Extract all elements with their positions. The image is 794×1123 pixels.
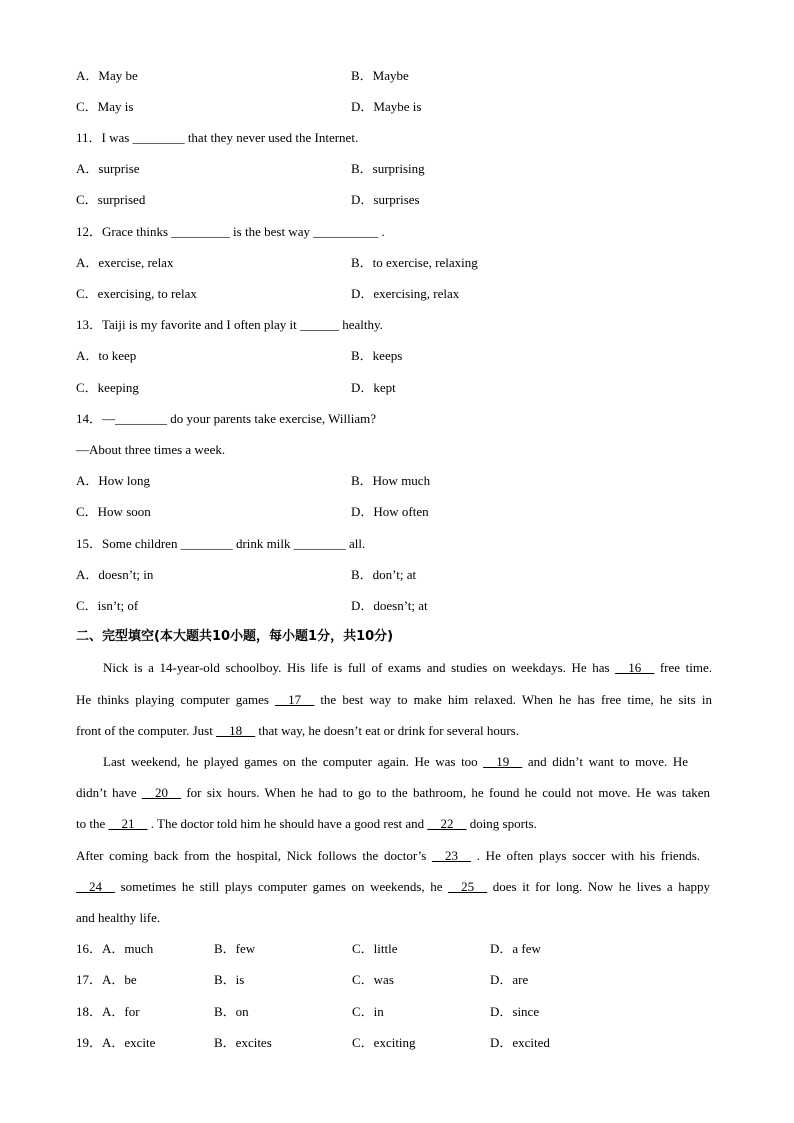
q19-option-b: B．excites (214, 1035, 272, 1050)
q11-option-b: B．surprising (351, 161, 425, 176)
blank-21: __21__ (108, 816, 148, 831)
passage-line-6 (76, 815, 712, 833)
q17-options-row (76, 971, 756, 989)
q19-option-a: 19．A．excite (76, 1035, 156, 1050)
blank-16: __16__ (615, 660, 655, 675)
q13-option-c: C．keeping (76, 380, 139, 395)
q12-options-row-2 (76, 285, 756, 303)
q18-option-d: D．since (490, 1004, 540, 1019)
passage-text: didn’t have (76, 785, 143, 800)
passage-line-2 (76, 691, 712, 709)
q14-option-c: C．How soon (76, 504, 151, 519)
q11-stem: 11．I was ________ that they never used the Internet. (76, 130, 359, 145)
passage-line-7 (76, 847, 700, 865)
q13-option-b: B．keeps (351, 348, 403, 363)
q10-option-a: A．May be (76, 68, 138, 83)
q14-options-row-1 (76, 472, 756, 490)
q13-options-row-2 (76, 379, 756, 397)
passage-line-9: and healthy life. (76, 910, 161, 925)
passage-text: does it for long. Now he lives a happy (487, 879, 710, 894)
passage-text: . He often plays soccer with his friends. (471, 848, 701, 863)
q13-option-d: D．kept (351, 380, 396, 395)
passage-text: to the (76, 816, 109, 831)
passage-line-4 (103, 753, 688, 771)
q15-options-row-2 (76, 597, 756, 615)
passage-text: He thinks playing computer games (76, 692, 276, 707)
blank-20: __20__ (142, 785, 182, 800)
section-2-heading: 二、完型填空(本大题共10小题，每小题1分，共10分) (76, 629, 394, 644)
blank-23: __23__ (432, 848, 472, 863)
passage-line-8 (76, 878, 710, 896)
passage-text: doing sports. (466, 816, 537, 831)
q18-options-row (76, 1003, 756, 1021)
q17-option-b: B．is (214, 972, 245, 987)
passage-line-5 (76, 784, 710, 802)
q14-stem: 14．—________ do your parents take exercise, William? (76, 411, 376, 426)
q11-option-d: D．surprises (351, 192, 420, 207)
q16-options-row (76, 940, 756, 958)
passage-text: front of the computer. Just (76, 723, 217, 738)
passage-text: free time. (654, 660, 712, 675)
q14-option-b: B．How much (351, 473, 431, 488)
q15-option-d: D．doesn’t; at (351, 598, 428, 613)
q15-option-c: C．isn’t; of (76, 598, 139, 613)
q11-option-c: C．surprised (76, 192, 146, 207)
q16-option-a: 16．A．much (76, 941, 154, 956)
passage-text: the best way to make him relaxed. When he has free time, he sits in (314, 692, 712, 707)
q15-option-a: A．doesn’t; in (76, 567, 154, 582)
q12-option-b: B．to exercise, relaxing (351, 255, 478, 270)
passage-text: Nick is a 14-year-old schoolboy. His life is full of exams and studies on weekdays. He has (103, 660, 616, 675)
blank-24: __24__ (76, 879, 115, 894)
q14-option-d: D．How often (351, 504, 429, 519)
q16-option-d: D．a few (490, 941, 541, 956)
q10-option-d: D．Maybe is (351, 99, 422, 114)
passage-text: for six hours. When he had to go to the bathroom, he found he could not move. He was taken (181, 785, 711, 800)
blank-22: __22__ (427, 816, 467, 831)
q10-options-row-1 (76, 67, 756, 85)
passage-text: . The doctor told him he should have a good rest and (147, 816, 428, 831)
q10-option-b: B．Maybe (351, 68, 409, 83)
q15-stem: 15．Some children ________ drink milk ________ all. (76, 536, 366, 551)
q14-options-row-2 (76, 503, 756, 521)
q12-stem: 12．Grace thinks _________ is the best way __________ . (76, 224, 385, 239)
passage-text: that way, he doesn’t eat or drink for several hours. (255, 723, 519, 738)
q10-options-row-2 (76, 98, 756, 116)
q14-answer-line: —About three times a week. (76, 442, 226, 457)
q12-option-d: D．exercising, relax (351, 286, 460, 301)
q12-option-c: C．exercising, to relax (76, 286, 197, 301)
q18-option-a: 18．A．for (76, 1004, 140, 1019)
q18-option-c: C．in (352, 1004, 384, 1019)
q18-option-b: B．on (214, 1004, 249, 1019)
passage-text: Last weekend, he played games on the computer again. He was too (103, 754, 484, 769)
passage-text: and didn’t want to move. He (522, 754, 688, 769)
q17-option-c: C．was (352, 972, 394, 987)
q13-options-row-1 (76, 347, 756, 365)
q14-option-a: A．How long (76, 473, 151, 488)
blank-18: __18__ (216, 723, 256, 738)
blank-17: __17__ (275, 692, 315, 707)
blank-19: __19__ (483, 754, 523, 769)
q13-stem: 13．Taiji is my favorite and I often play it ______ healthy. (76, 317, 383, 332)
q17-option-d: D．are (490, 972, 529, 987)
q12-options-row-1 (76, 254, 756, 272)
q11-option-a: A．surprise (76, 161, 140, 176)
q19-options-row (76, 1034, 756, 1052)
q11-options-row-2 (76, 191, 756, 209)
q10-option-c: C．May is (76, 99, 134, 114)
q19-option-c: C．exciting (352, 1035, 416, 1050)
q15-options-row-1 (76, 566, 756, 584)
q12-option-a: A．exercise, relax (76, 255, 174, 270)
passage-line-3 (76, 722, 712, 740)
q13-option-a: A．to keep (76, 348, 137, 363)
q17-option-a: 17．A．be (76, 972, 137, 987)
q16-option-b: B．few (214, 941, 256, 956)
q15-option-b: B．don’t; at (351, 567, 417, 582)
q19-option-d: D．excited (490, 1035, 550, 1050)
q11-options-row-1 (76, 160, 756, 178)
passage-text: sometimes he still plays computer games on weekends, he (115, 879, 449, 894)
blank-25: __25__ (448, 879, 488, 894)
q16-option-c: C．little (352, 941, 398, 956)
passage-line-1 (103, 659, 712, 677)
passage-text: After coming back from the hospital, Nick follows the doctor’s (76, 848, 433, 863)
